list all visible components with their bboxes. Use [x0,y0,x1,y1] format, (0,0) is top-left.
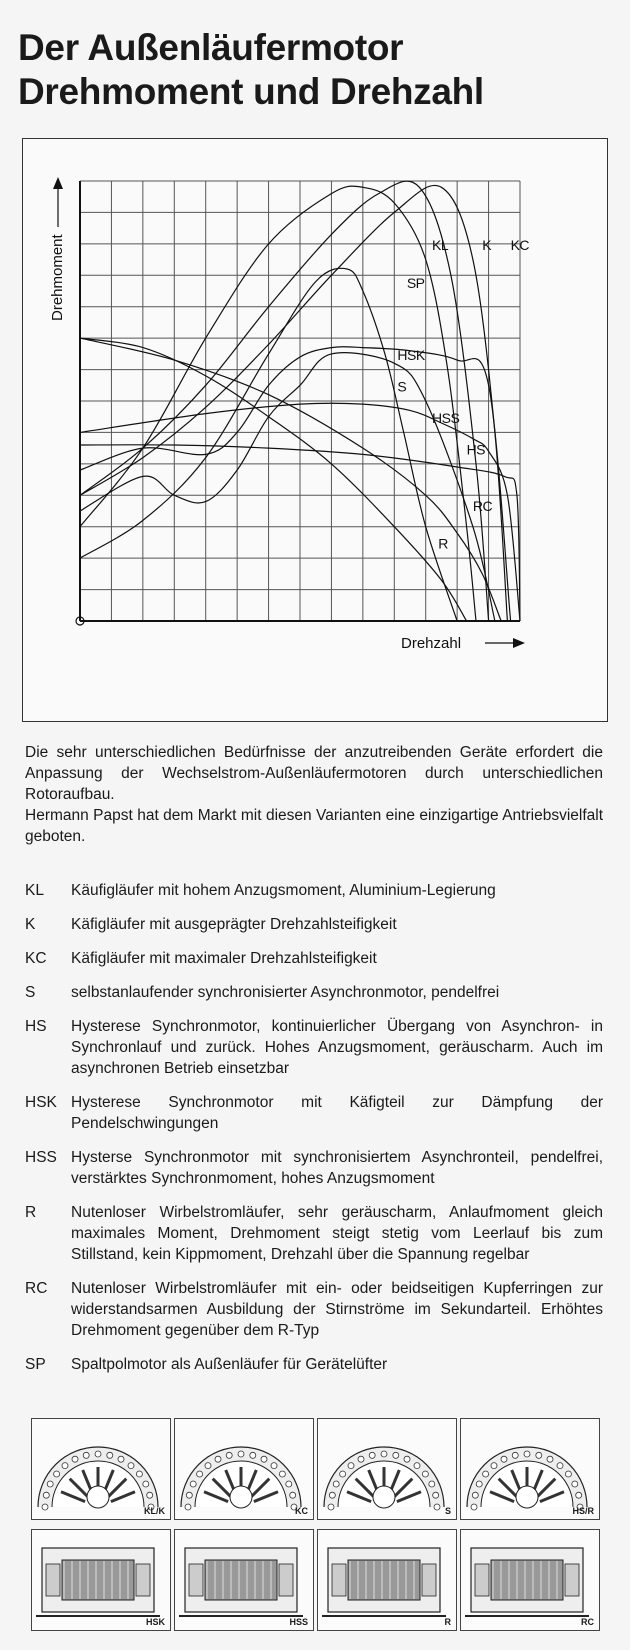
series-label-sp: SP [406,274,425,291]
legend-item [25,880,603,901]
rotor-slot [501,1456,507,1462]
rotor-slot [83,1452,89,1458]
rotor-slot [197,1471,203,1477]
intro-paragraph-1: Die sehr unterschiedlichen Bedürfnisse der anzutreibenden Geräte erfordert die Anpassung der Wechselstrom-Außenläufermotoren durch unterschiedlichen Rotoraufbau. [25,744,603,803]
rotor-slot [261,1456,267,1462]
rotor-slot [429,1481,435,1487]
series-line-s [80,353,495,621]
legend-description: selbstanlaufender synchronisierter Asynchronmotor, pendelfrei [71,984,500,1001]
rotor-diagram-r [317,1529,457,1631]
rotor-slot [42,1504,48,1510]
rotor-slot [147,1492,153,1498]
rotor-slot [565,1471,571,1477]
rotor-slot [333,1481,339,1487]
rotor-slot [348,1463,354,1469]
rotor-slot [524,1451,530,1457]
y-axis-label: Drehmoment [49,234,66,321]
rotor-slot [483,1471,489,1477]
rotor-slot [369,1452,375,1458]
rotor-slot [422,1471,428,1477]
rotor-slot [279,1471,285,1477]
rotor-slot [107,1452,113,1458]
rotor-slot [186,1492,192,1498]
rotor-slot [340,1471,346,1477]
intro-paragraph-2: Hermann Papst hat dem Markt mit diesen Varianten eine einzigartige Antriebsvielfalt geboten. [25,807,603,845]
laminated-core [205,1560,277,1600]
rotor-diagram-label: HS/R [572,1506,594,1516]
rotor-slot [572,1481,578,1487]
end-ring-right [279,1564,293,1596]
rotor-diagram-label: R [444,1617,451,1627]
rotor-diagram-hss [174,1529,314,1631]
motor-type-legend [25,880,603,1388]
legend-code: SP [25,1356,46,1373]
rotor-slot [328,1504,334,1510]
rotor-slot [329,1492,335,1498]
legend-code: HS [25,1018,47,1035]
rotor-hub [87,1486,109,1508]
rotor-slot [205,1463,211,1469]
rotor-diagram-label: HSK [145,1617,165,1627]
legend-item [25,1202,603,1265]
rotor-slot [143,1481,149,1487]
end-ring-left [189,1564,203,1596]
rotor-slot [118,1456,124,1462]
legend-code: KC [25,950,47,967]
legend-code: S [25,984,36,1001]
series-label-hss: HSS [432,410,460,426]
rotor-diagram-grid [31,1418,605,1634]
rotor-diagram-label: KC [295,1506,308,1516]
rotor-diagram-hs-r [460,1418,600,1520]
rotor-slot [250,1452,256,1458]
legend-code: HSS [25,1149,57,1166]
legend-item [25,1278,603,1341]
rotor-drawing [461,1530,599,1630]
rotor-slot [72,1456,78,1462]
rotor-slot [54,1471,60,1477]
series-line-kl [80,186,476,621]
x-axis-label: Drehzahl [401,635,462,652]
rotor-drawing [32,1530,170,1630]
rotor-slot [286,1481,292,1487]
legend-description: Käfigläufer mit ausgeprägter Drehzahlsteifigkeit [71,916,397,933]
legend-code: KL [25,882,44,899]
rotor-slot [190,1481,196,1487]
series-label-kc: KC [510,237,530,254]
legend-code: K [25,916,36,933]
rotor-slot [536,1452,542,1458]
rotor-slot [43,1492,49,1498]
rotor-slot [47,1481,53,1487]
end-ring-right [136,1564,150,1596]
legend-description: Hysterese Synchronmotor, kontinuierlicher Übergang von Asynchron- in Synchronlauf und zurück. Hohes Anzugsmoment, geräuscharm. Auch im asynchronen Betrieb einsetzbar [71,1018,603,1077]
rotor-slot [185,1504,191,1510]
rotor-diagram-s [317,1418,457,1520]
legend-item [25,914,603,935]
rotor-slot [472,1492,478,1498]
rotor-slot [226,1452,232,1458]
rotor-slot [414,1463,420,1469]
rotor-slot [547,1456,553,1462]
legend-code: RC [25,1280,48,1297]
end-ring-left [46,1564,60,1596]
rotor-diagram-kl-k [31,1418,171,1520]
legend-code: R [25,1204,37,1221]
rotor-diagram-label: HSS [289,1617,308,1627]
page-title [18,26,484,114]
rotor-slot [62,1463,68,1469]
series-line-hsk [80,347,511,621]
series-label-r: R [438,535,448,552]
rotor-slot [557,1463,563,1469]
rotor-diagram-label: KL/K [144,1506,165,1516]
rotor-diagram-kc [174,1418,314,1520]
legend-item [25,1354,603,1375]
torque-speed-chart [22,138,608,722]
rotor-slot [271,1463,277,1469]
legend-item [25,948,603,969]
rotor-slot [491,1463,497,1469]
laminated-core [62,1560,134,1600]
series-label-hs: HS [466,441,486,458]
rotor-slot [576,1492,582,1498]
legend-description: Nutenloser Wirbelstromläufer, sehr geräuscharm, Anlaufmoment gleich maximales Moment, Drehmoment steigt stetig vom Leerlauf bis zum Stillstand, kein Kippmoment, Drehzahl über die Spannung regelbar [71,1204,603,1263]
legend-description: Käufigläufer mit hohem Anzugsmoment, Aluminium-Legierung [71,882,496,899]
rotor-slot [393,1452,399,1458]
rotor-diagram-hsk [31,1529,171,1631]
rotor-slot [404,1456,410,1462]
rotor-drawing [32,1419,170,1519]
rotor-slot [215,1456,221,1462]
rotor-slot [471,1504,477,1510]
end-ring-left [475,1564,489,1596]
rotor-slot [290,1492,296,1498]
series-label-kl: KL [432,237,449,254]
series-label-rc: RC [472,498,493,514]
legend-description: Nutenloser Wirbelstromläufer mit ein- oder beidseitigen Kupferringen zur widerstandsarmen Ausbildung der Stirnströme im Sekundarteil. Erhöhtes Drehmoment gegenüber dem R-Typ [71,1280,603,1339]
intro-text [25,742,603,847]
series-label-hsk: HSK [397,347,425,364]
chart-grid [80,181,520,621]
legend-item [25,982,603,1003]
rotor-diagram-label: S [444,1506,451,1516]
title-line-2: Drehmoment und Drehzahl [18,71,484,112]
rotor-hub [373,1486,395,1508]
rotor-diagram-rc [460,1529,600,1631]
rotor-slot [136,1471,142,1477]
chart-canvas [23,139,607,721]
rotor-slot [95,1451,101,1457]
rotor-slot [434,1504,440,1510]
rotor-slot [358,1456,364,1462]
legend-description: Käfigläufer mit maximaler Drehzahlsteifigkeit [71,950,377,967]
legend-item [25,1016,603,1079]
rotor-hub [516,1486,538,1508]
rotor-drawing [175,1419,313,1519]
rotor-slot [128,1463,134,1469]
legend-item [25,1092,603,1134]
rotor-slot [433,1492,439,1498]
rotor-slot [512,1452,518,1458]
rotor-diagram-label: RC [581,1617,594,1627]
rotor-drawing [461,1419,599,1519]
rotor-slot [381,1451,387,1457]
laminated-core [348,1560,420,1600]
end-ring-right [422,1564,436,1596]
end-ring-right [565,1564,579,1596]
rotor-slot [238,1451,244,1457]
legend-description: Hysterese Synchronmotor mit Käfigteil zur Dämpfung der Pendelschwingungen [71,1094,603,1132]
x-axis-arrow-icon [513,638,525,648]
series-label-k: K [482,237,492,254]
title-line-1: Der Außenläufermotor [18,27,404,68]
laminated-core [491,1560,563,1600]
legend-description: Hysterse Synchronmotor mit synchronisiertem Asynchronteil, pendelfrei, verstärktes Synchronmoment, hohes Anzugsmoment [71,1149,603,1187]
rotor-drawing [318,1530,456,1630]
legend-code: HSK [25,1094,57,1111]
y-axis-arrow-icon [53,177,63,189]
series-label-s: S [397,378,407,395]
rotor-slot [476,1481,482,1487]
legend-description: Spaltpolmotor als Außenläufer für Gerätelüfter [71,1356,388,1373]
rotor-drawing [175,1530,313,1630]
rotor-drawing [318,1419,456,1519]
legend-item [25,1147,603,1189]
rotor-hub [230,1486,252,1508]
end-ring-left [332,1564,346,1596]
